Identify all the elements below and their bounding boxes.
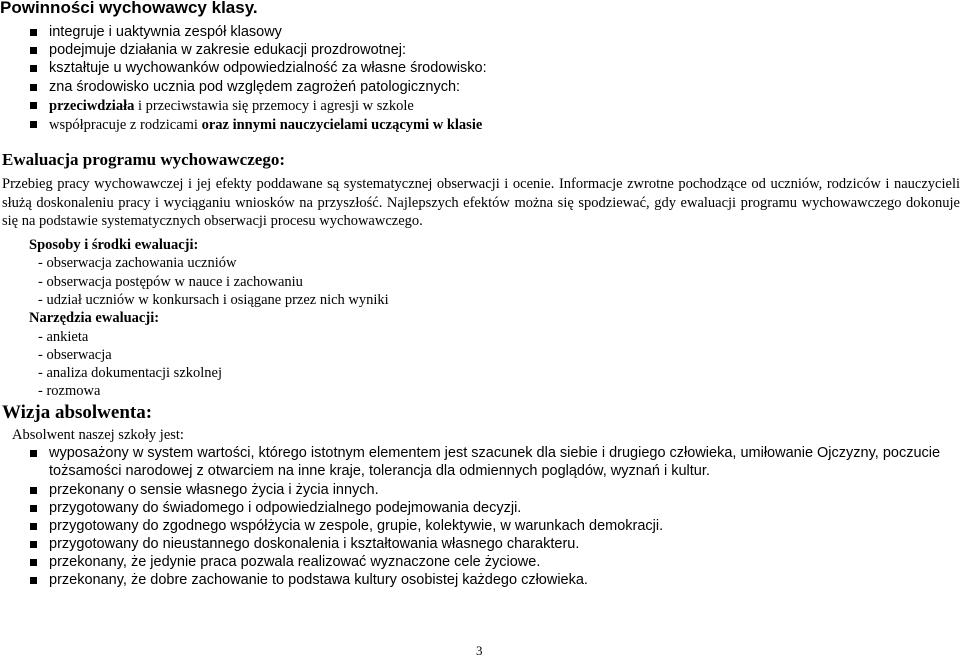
list-item-text: zna środowisko ucznia pod względem zagrożeń patologicznych: [49,79,461,95]
list-item-bold: przeciwdziała [49,98,135,114]
bullet-icon [30,505,37,512]
bullet-icon [30,577,37,584]
list-item: - obserwacja zachowania uczniów [38,255,237,271]
tools-title: Narzędzia ewaluacji: [29,310,160,326]
list-item: - obserwacja [38,347,112,363]
list-item-lead: współpracuje z rodzicami [49,117,202,133]
list-item: - obserwacja postępów w nauce i zachowaniu [38,274,303,290]
list-item-text: podejmuje działania w zakresie edukacji prozdrowotnej: [49,42,407,58]
list-item-text [49,97,414,115]
methods-title: Sposoby i środki ewaluacji: [29,237,199,253]
page-number: 3 [476,643,483,658]
list-item-text [49,116,482,134]
list-item-text: przekonany, że jedynie praca pozwala realizować wyznaczone cele życiowe. [49,554,541,570]
bullet-icon [30,121,37,128]
bullet-icon [30,65,37,72]
evaluation-paragraph: Przebieg pracy wychowawczej i jej efekty poddawane są systematycznej obserwacji i ocenie. Informacje zwrotne pochodzące od uczniów, rodziców i nauczycieli służą doskonaleniu pracy i wyciąganiu wniosków na przyszłość. Najlepszych efektów można się spodziewać, gdy ewaluacji programu wychowawczego dokonuje się na podstawie systematycznych obserwacji procesu wychowawczego. [2,176,960,229]
bullet-icon [30,47,37,54]
vision-intro: Absolwent naszej szkoły jest: [12,427,184,443]
list-item-text: kształtuje u wychowanków odpowiedzialność za własne środowisko: [49,60,487,76]
bullet-icon [30,450,37,457]
bullet-icon [30,541,37,548]
list-item: - ankieta [38,329,89,345]
list-item-text: przygotowany do świadomego i odpowiedzialnego podejmowania decyzji. [49,500,522,516]
list-item-text: wyposażony w system wartości, którego istotnym elementem jest szacunek dla siebie i drugiego człowieka, umiłowanie Ojczyzny, poczucie [49,445,941,461]
bullet-icon [30,559,37,566]
list-item-text: przekonany o sensie własnego życia i życia innych. [49,482,379,498]
bullet-icon [30,29,37,36]
list-item-rest: i przeciwstawia się przemocy i agresji w szkole [134,98,414,114]
list-item: - rozmowa [38,383,101,399]
bullet-icon [30,487,37,494]
list-item-text: przygotowany do zgodnego współżycia w zespole, grupie, kolektywie, w warunkach demokracji. [49,518,664,534]
bullet-icon [30,523,37,530]
bullet-icon [30,102,37,109]
list-item: - udział uczniów w konkursach i osiągane przez nich wyniki [38,292,389,308]
vision-title: Wizja absolwenta: [2,402,153,423]
duties-title: Powinności wychowawcy klasy. [0,0,258,17]
list-item-text-continued: tożsamości narodowej z otwarciem na inne kraje, tolerancja dla odmiennych poglądów, wyznań i kultur. [49,463,710,479]
list-item-text: przygotowany do nieustannego doskonalenia i kształtowania własnego charakteru. [49,536,580,552]
list-item: - analiza dokumentacji szkolnej [38,365,222,381]
list-item-bold: oraz innymi nauczycielami uczącymi w klasie [201,117,483,133]
list-item-text: przekonany, że dobre zachowanie to podstawa kultury osobistej każdego człowieka. [49,572,588,588]
bullet-icon [30,84,37,91]
list-item-text: integruje i uaktywnia zespół klasowy [49,24,282,40]
evaluation-title: Ewaluacja programu wychowawczego: [2,150,285,169]
